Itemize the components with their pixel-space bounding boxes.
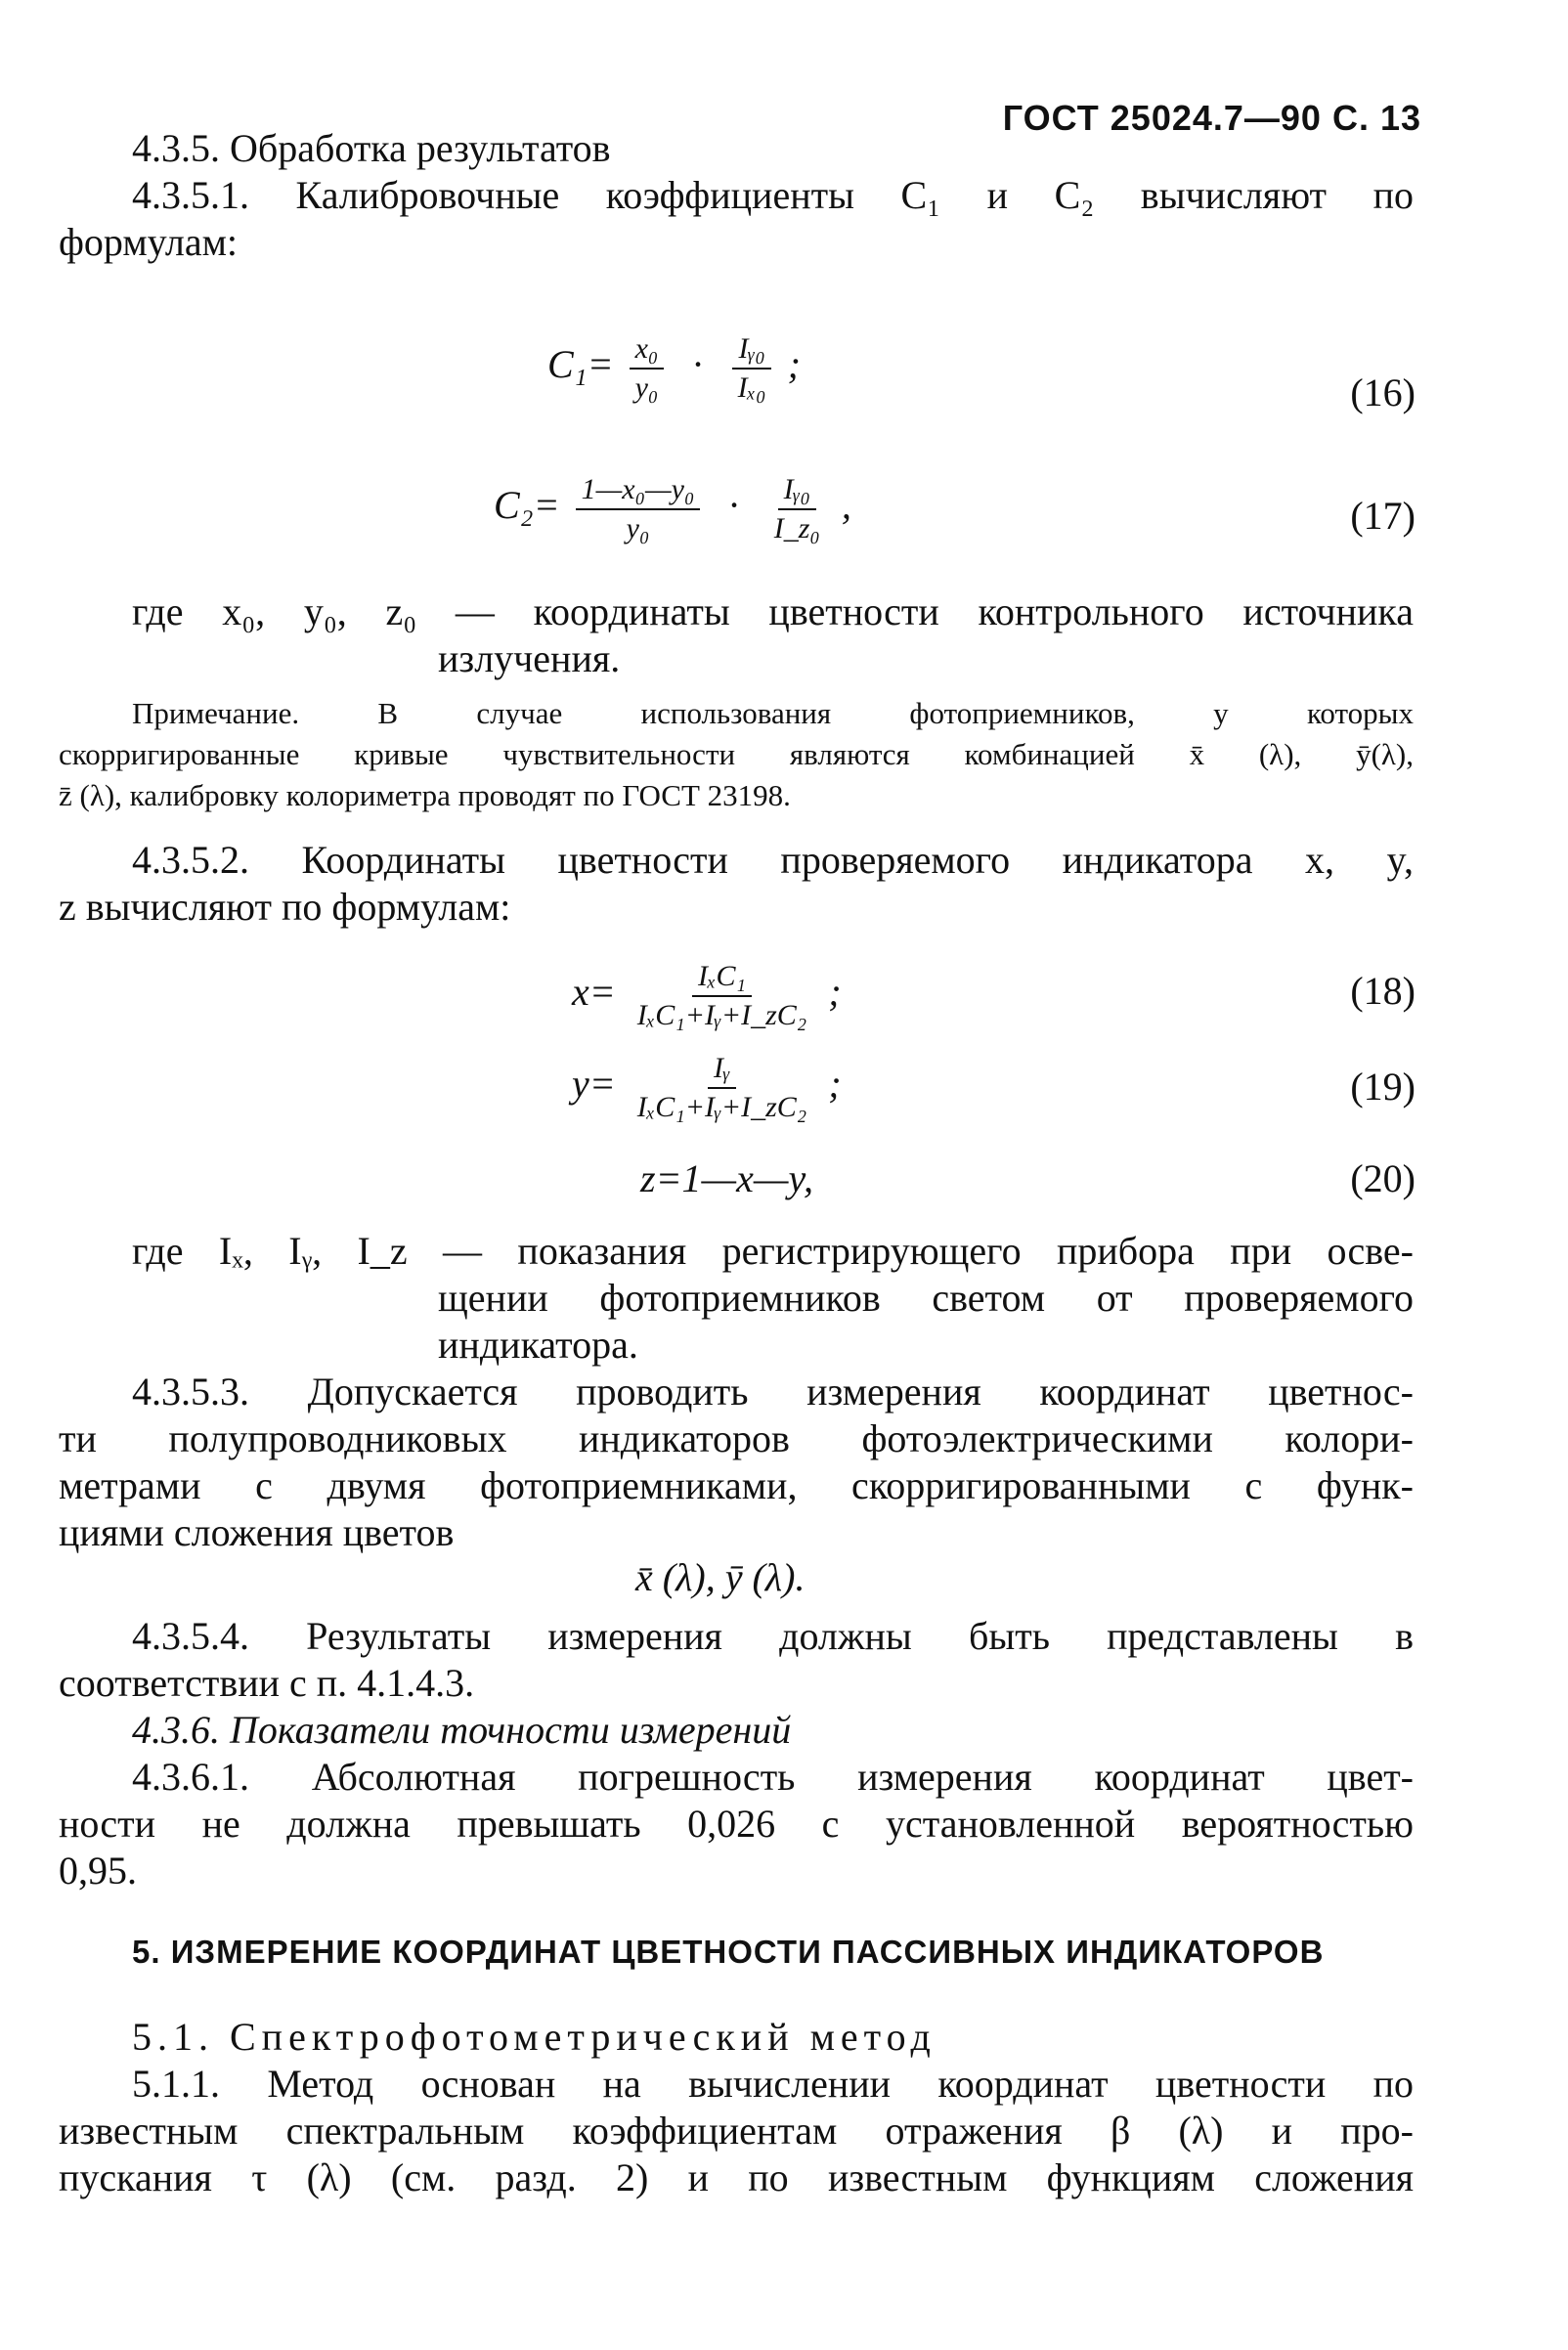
fraction-numerator: IₓC₁ xyxy=(692,960,752,997)
formula-end: ; xyxy=(828,970,842,1015)
fraction-denominator: IₓC₁+Iᵧ+I_zC₂ xyxy=(636,999,807,1031)
fraction-denominator: IₓC₁+Iᵧ+I_zC₂ xyxy=(636,1091,807,1123)
formula-inline: x̄ (λ), ȳ (λ). xyxy=(635,1555,806,1599)
paragraph-line: 4.3.6.1. Абсолютная погрешность измерения координат цвет- xyxy=(132,1755,1414,1799)
paragraph-line: 4.3.5.2. Координаты цветности проверяемого индикатора x, y, xyxy=(132,838,1414,882)
fraction-numerator: Iᵧ₀ xyxy=(778,473,816,510)
paragraph-line: щении фотоприемников светом от проверяемого xyxy=(438,1276,1414,1320)
equation-number: (19) xyxy=(1350,1065,1416,1109)
note-line: Примечание. В случае использования фотоприемников, у которых xyxy=(132,696,1414,730)
paragraph-line: ности не должна превышать 0,026 с установленной вероятностью xyxy=(59,1802,1414,1846)
multiply-dot: · xyxy=(727,483,741,528)
fraction-numerator: 1—x₀—y₀ xyxy=(576,473,701,510)
paragraph-line: 4.3.5.3. Допускается проводить измерения координат цветнос- xyxy=(132,1370,1414,1414)
note-line: скорригированные кривые чувствительности являются комбинацией x̄ (λ), ȳ(λ), xyxy=(59,737,1414,771)
paragraph-line: пускания τ (λ) (см. разд. 2) и по известным функциям сложения xyxy=(59,2155,1414,2199)
formula-lhs: y= xyxy=(572,1062,616,1107)
fraction xyxy=(732,332,772,405)
fraction xyxy=(630,332,665,405)
paragraph-line: где Iₓ, Iᵧ, I_z — показания регистрирующего прибора при осве- xyxy=(132,1229,1414,1273)
fraction xyxy=(576,473,701,545)
section-4-3-6-title: 4.3.6. Показатели точности измерений xyxy=(132,1708,792,1752)
formula-end: ; xyxy=(828,1062,842,1107)
equation-number: (16) xyxy=(1350,370,1416,414)
paragraph-line: индикатора. xyxy=(438,1323,638,1367)
fraction xyxy=(632,1052,812,1124)
formula-end: , xyxy=(841,483,851,528)
equation-number: (18) xyxy=(1350,969,1416,1013)
fraction-denominator: y₀ xyxy=(626,512,650,544)
equation-number: (17) xyxy=(1350,494,1416,538)
formula-19 xyxy=(572,1052,842,1124)
paragraph-line: излучения. xyxy=(438,636,621,680)
section-4-3-5-title xyxy=(132,125,611,172)
paragraph-line: ти полупроводниковых индикаторов фотоэлектрическими колори- xyxy=(59,1416,1414,1460)
paragraph-line: циями сложения цветов xyxy=(59,1510,455,1554)
note-line: z̄ (λ), калибровку колориметра проводят по ГОСТ 23198. xyxy=(59,778,791,812)
fraction xyxy=(632,960,812,1032)
section-4-3-5-title-text: 4.3.5. Обработка результатов xyxy=(132,126,611,170)
section-5-heading: 5. ИЗМЕРЕНИЕ КООРДИНАТ ЦВЕТНОСТИ ПАССИВНЫХ ИНДИКАТОРОВ xyxy=(132,1934,1325,1970)
fraction-denominator: I_z₀ xyxy=(773,512,820,544)
formula-end: ; xyxy=(787,342,801,387)
formula-17 xyxy=(494,473,851,545)
paragraph-line: z вычисляют по формулам: xyxy=(59,885,511,929)
formula-lhs: C₁= xyxy=(547,342,614,387)
paragraph-line: соответствии с п. 4.1.4.3. xyxy=(59,1661,475,1705)
formula-lhs: x= xyxy=(572,970,616,1015)
formula-lhs: C₂= xyxy=(494,483,560,528)
page-header: ГОСТ 25024.7—90 С. 13 xyxy=(1002,98,1421,138)
formula-16 xyxy=(547,332,801,405)
fraction xyxy=(768,473,826,545)
fraction-numerator: Iᵧ xyxy=(708,1052,736,1089)
multiply-dot: · xyxy=(691,342,705,387)
paragraph-line: известным спектральным коэффициентам отражения β (λ) и про- xyxy=(59,2109,1414,2153)
paragraph-line: метрами с двумя фотоприемниками, скорригированными с функ- xyxy=(59,1463,1414,1507)
paragraph-line: формулам: xyxy=(59,220,239,264)
fraction-denominator: y₀ xyxy=(634,371,659,404)
paragraph-line: где x₀, y₀, z₀ — координаты цветности контрольного источника xyxy=(132,589,1414,633)
paragraph-line: 5.1.1. Метод основан на вычислении координат цветности по xyxy=(132,2062,1414,2106)
paragraph-line: 4.3.5.1. Калибровочные коэффициенты C₁ и C₂ вычисляют по xyxy=(132,173,1414,217)
formula-18 xyxy=(572,960,842,1032)
formula-20: z=1—x—y, xyxy=(640,1156,813,1200)
paragraph-line: 0,95. xyxy=(59,1849,137,1893)
paragraph-line: 4.3.5.4. Результаты измерения должны быть представлены в xyxy=(132,1614,1414,1658)
equation-number: (20) xyxy=(1350,1156,1416,1200)
section-5-1-title: 5.1. Спектрофотометрический метод xyxy=(132,2015,936,2059)
fraction-numerator: x₀ xyxy=(630,332,665,370)
fraction-numerator: Iᵧ₀ xyxy=(732,332,770,370)
fraction-denominator: Iₓ₀ xyxy=(737,371,766,404)
